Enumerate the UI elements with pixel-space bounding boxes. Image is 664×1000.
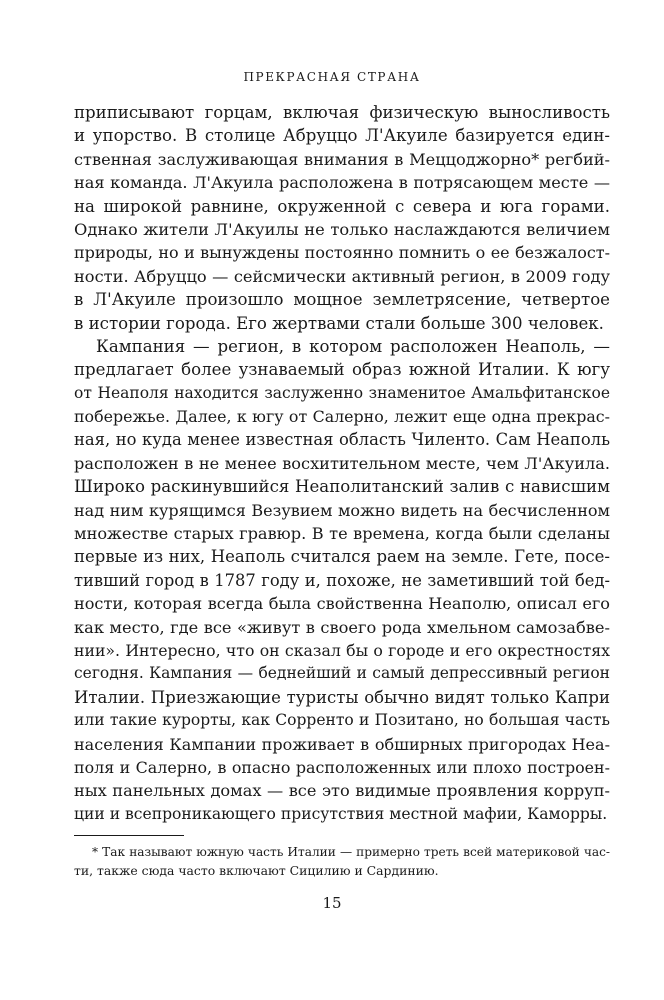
text-line: приписывают горцам, включая физическую выносливость — [74, 103, 610, 122]
footnote — [74, 843, 610, 880]
text-line: тивший город в 1787 году и, похоже, не заметивший той бед- — [74, 570, 610, 590]
text-line: природы, но и вынуждены постоянно помнить о ее безжалост- — [74, 243, 610, 263]
text-line: ности, которая всегда была свойственна Неаполю, описал его — [74, 594, 610, 614]
text-line: в истории города. Его жертвами стали больше 300 человек. — [74, 313, 604, 333]
page-number: 15 — [322, 894, 342, 912]
text-line: от Неаполя находится заслуженно знаменитое Амальфитанское — [74, 383, 610, 402]
paragraph-1 — [74, 101, 610, 335]
text-line: поля и Салерно, в опасно расположенных или плохо построен- — [74, 757, 610, 777]
text-line: как место, где все «живут в своего рода хмельном самозабве- — [74, 617, 610, 637]
paragraph-2 — [74, 335, 610, 826]
footnote-line: ти, также сюда часто включают Сицилию и Сардинию. — [74, 862, 439, 878]
running-head: ПРЕКРАСНАЯ СТРАНА — [243, 70, 421, 84]
text-line: ности. Абруццо — сейсмически активный регион, в 2009 году — [74, 266, 610, 286]
text-line: ная команда. Л'Акуила расположена в потрясающем месте — — [74, 173, 610, 193]
text-line: ственная заслуживающая внимания в Меццоджорно* регбий- — [74, 149, 610, 169]
text-line: первые из них, Неаполь считался раем на земле. Гете, посе- — [74, 547, 610, 567]
text-line: на широкой равнине, окруженной с севера и юга горами. — [74, 196, 610, 216]
text-line: множестве старых гравюр. В те времена, когда были сделаны — [74, 524, 610, 544]
text-line: и упорство. В столице Абруццо Л'Акуиле базируется един- — [74, 126, 610, 146]
body-text — [74, 101, 610, 826]
text-line: нии». Интересно, что он сказал бы о городе и его окрестностях — [74, 640, 610, 660]
text-line: Кампания — регион, в котором расположен Неаполь, — — [96, 336, 610, 356]
text-line: сегодня. Кампания — беднейший и самый депрессивный регион — [74, 664, 610, 683]
text-line: Широко раскинувшийся Неаполитанский залив с нависшим — [74, 477, 610, 497]
text-line: предлагает более узнаваемый образ южной Италии. К югу — [74, 360, 610, 380]
text-line: ных панельных домах — все это видимые проявления корруп- — [74, 781, 610, 801]
text-line: в Л'Акуиле произошло мощное землетрясение, четвертое — [74, 290, 610, 310]
text-line: Однако жители Л'Акуилы не только наслаждаются величием — [74, 219, 610, 239]
text-line: Италии. Приезжающие туристы обычно видят только Капри — [74, 687, 610, 707]
footnote-divider — [74, 835, 184, 836]
text-line: ции и всепроникающего присутствия местной мафии, Каморры. — [74, 804, 608, 823]
text-line: ная, но куда менее известная область Чиленто. Сам Неаполь — [74, 430, 610, 450]
text-line: расположен в не менее восхитительном месте, чем Л'Акуила. — [74, 453, 610, 473]
text-line: над ним курящимся Везувием можно видеть на бесчисленном — [74, 500, 610, 520]
text-line: побережье. Далее, к югу от Салерно, лежит еще одна прекрас- — [74, 407, 610, 427]
text-line: населения Кампании проживает в обширных пригородах Неа- — [74, 734, 610, 754]
footnote-line: * Так называют южную часть Италии — примерно треть всей материковой час- — [92, 845, 610, 859]
text-line: или такие курорты, как Сорренто и Позитано, но большая часть — [74, 711, 610, 730]
